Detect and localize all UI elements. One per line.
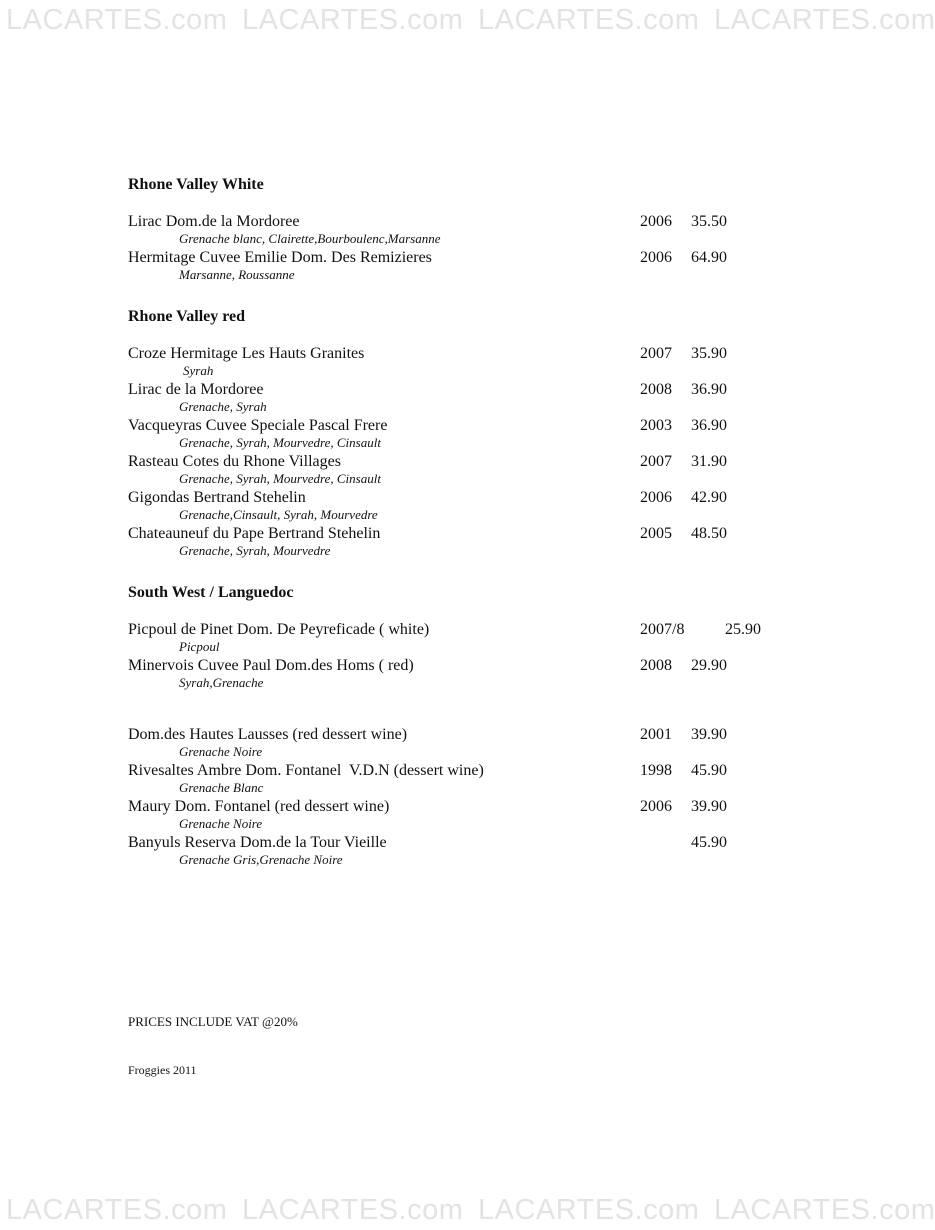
wine-entry [128,726,748,762]
wine-entry [128,213,748,249]
wine-price: 64.90 [691,249,727,266]
wine-name: Vacqueyras Cuvee Speciale Pascal Frere [128,417,388,434]
wine-price: 36.90 [691,381,727,398]
wine-entry [128,489,748,525]
section-title: Rhone Valley White [128,176,264,193]
wine-entry [128,798,748,834]
wine-year: 2008 [640,381,672,398]
wine-name: Chateauneuf du Pape Bertrand Stehelin [128,525,381,542]
wine-list [128,174,761,870]
wine-grapes: Marsanne, Roussanne [179,267,295,282]
wine-entry [128,249,748,285]
wine-name: Picpoul de Pinet Dom. De Peyreficade ( white) [128,621,430,638]
wine-name: Lirac Dom.de la Mordoree [128,213,300,230]
wine-year: 2006 [640,489,672,506]
wine-price: 45.90 [691,834,727,851]
wine-entry [128,381,748,417]
wine-year: 2001 [640,726,672,743]
watermark-text: LACARTES.com [6,1194,228,1226]
wine-name: Banyuls Reserva Dom.de la Tour Vieille [128,834,387,851]
wine-grapes: Syrah,Grenache [179,675,264,690]
wine-grapes: Grenache, Syrah [179,399,267,414]
wine-grapes: Grenache, Syrah, Mourvedre [179,543,331,558]
wine-entry [128,417,748,453]
wine-grapes: Grenache, Syrah, Mourvedre, Cinsault [179,435,381,450]
wine-price: 39.90 [691,798,727,815]
wine-price: 39.90 [691,726,727,743]
wine-year: 1998 [640,762,672,779]
wine-grapes: Picpoul [179,639,220,654]
wine-year: 2006 [640,249,672,266]
wine-entry [128,525,748,561]
wine-name: Rasteau Cotes du Rhone Villages [128,453,341,470]
wine-year: 2007/8 [640,621,685,638]
wine-grapes: Grenache Gris,Grenache Noire [179,852,343,867]
watermark-text: LACARTES.com [477,1194,700,1226]
wine-entry [128,657,748,693]
section-title: South West / Languedoc [128,584,294,601]
wine-year: 2007 [640,345,672,362]
wine-year: 2006 [640,213,672,230]
wine-price: 35.50 [691,213,727,230]
wine-entry [128,453,748,489]
wine-entry [128,834,748,870]
section-title: Rhone Valley red [128,308,246,325]
wine-price: 36.90 [691,417,727,434]
wine-grapes: Syrah [183,363,214,378]
wine-entry [128,762,748,798]
watermark-text: LACARTES.com [241,4,464,36]
wine-name: Minervois Cuvee Paul Dom.des Homs ( red) [128,657,414,674]
wine-entry [128,345,748,381]
wine-price: 42.90 [691,489,727,506]
wine-year: 2003 [640,417,672,434]
wine-name: Croze Hermitage Les Hauts Granites [128,345,365,362]
watermark-text: LACARTES.com [6,4,228,36]
watermark-text: LACARTES.com [477,4,700,36]
wine-name: Hermitage Cuvee Emilie Dom. Des Remizieres [128,249,432,266]
wine-price: 48.50 [691,525,727,542]
watermark-top [0,0,935,40]
wine-grapes: Grenache Blanc [179,780,264,795]
wine-grapes: Grenache Noire [179,816,263,831]
wine-grapes: Grenache Noire [179,744,263,759]
wine-price: 29.90 [691,657,727,674]
wine-price: 25.90 [725,621,761,638]
wine-grapes: Grenache,Cinsault, Syrah, Mourvedre [179,507,378,522]
wine-grapes: Grenache blanc, Clairette,Bourboulenc,Marsanne [179,231,441,246]
wine-year: 2005 [640,525,672,542]
wine-grapes: Grenache, Syrah, Mourvedre, Cinsault [179,471,381,486]
wine-year: 2008 [640,657,672,674]
wine-name: Dom.des Hautes Lausses (red dessert wine) [128,726,408,743]
watermark-bottom [0,1190,935,1230]
wine-price: 35.90 [691,345,727,362]
wine-year: 2006 [640,798,672,815]
wine-year: 2007 [640,453,672,470]
wine-price: 31.90 [691,453,727,470]
vat-note: PRICES INCLUDE VAT @20% [128,1014,298,1029]
footer-signature: Froggies 2011 [128,1063,197,1077]
wine-name: Rivesaltes Ambre Dom. Fontanel V.D.N (dessert wine) [128,762,484,779]
wine-name: Lirac de la Mordoree [128,381,264,398]
wine-name: Gigondas Bertrand Stehelin [128,489,306,506]
wine-price: 45.90 [691,762,727,779]
wine-name: Maury Dom. Fontanel (red dessert wine) [128,798,390,815]
watermark-text: LACARTES.com [713,1194,935,1226]
wine-entry [128,621,761,657]
watermark-text: LACARTES.com [713,4,935,36]
watermark-text: LACARTES.com [241,1194,464,1226]
